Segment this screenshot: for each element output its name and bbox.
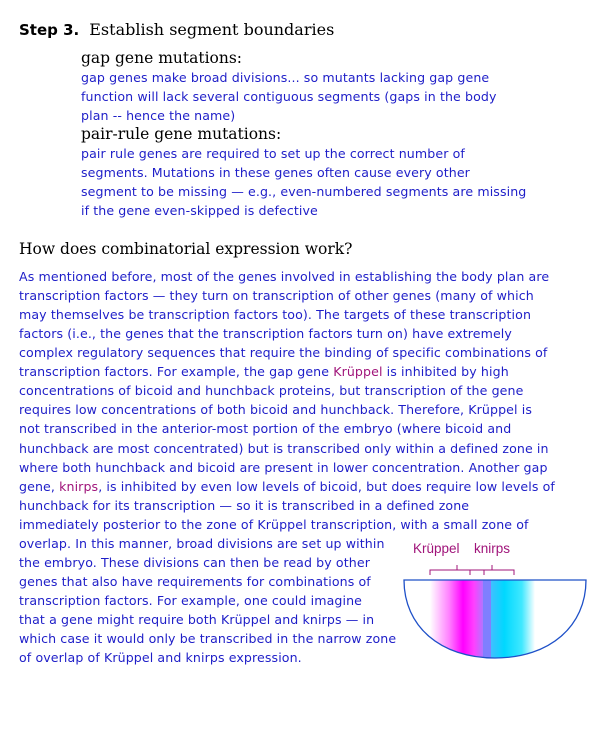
- gap-gene-line: function will lack several contiguous segments (gaps in the body: [81, 89, 497, 104]
- knirps-bracket: [470, 565, 514, 575]
- paragraph-line: not transcribed in the anterior-most portion of the embryo (where bicoid and: [19, 421, 512, 437]
- overlap-zone: [483, 580, 491, 660]
- step-heading: [19, 20, 334, 40]
- paragraph-line: requires low concentrations of both bicoid and hunchback. Therefore, Krüppel is: [19, 402, 532, 418]
- paragraph-line: which case it would only be transcribed in the narrow zone: [19, 631, 397, 646]
- kruppel-expression-zone: [430, 580, 485, 660]
- paragraph-line: transcription factors. For example, one could imagine: [19, 592, 363, 608]
- knirps-label: knirps: [474, 541, 511, 556]
- paragraph-line: [19, 364, 509, 379]
- paragraph-line: where both hunchback and bicoid are present in lower concentration. Another gap: [19, 459, 548, 475]
- pair-rule-heading: pair-rule gene mutations:: [81, 125, 282, 143]
- paragraph-line: factors (i.e., the genes that the transcription factors turn on) have extremely: [19, 326, 512, 342]
- paragraph-line: that a gene might require both Krüppel and knirps — in: [19, 611, 375, 627]
- paragraph-line: concentrations of bicoid and hunchback proteins, but transcription of the gene: [19, 383, 524, 399]
- gap-gene-line: gap genes make broad divisions... so mutants lacking gap gene: [81, 70, 490, 85]
- paragraph-line: of overlap of Krüppel and knirps expression.: [19, 650, 302, 665]
- embryo-figure: [400, 541, 590, 661]
- step-title: Establish segment boundaries: [89, 20, 335, 39]
- paragraph-line: hunchback are most concentrated) but is transcribed only within a defined zone in: [19, 440, 549, 456]
- paragraph-line: may themselves be transcription factors too). The targets of these transcription: [19, 307, 532, 323]
- paragraph-line: genes that also have requirements for combinations of: [19, 573, 371, 589]
- section-heading: How does combinatorial expression work?: [19, 240, 353, 258]
- paragraph-line: overlap. In this manner, broad divisions are set up within: [19, 535, 385, 551]
- pair-rule-line: segments. Mutations in these genes often cause every other: [81, 165, 470, 180]
- gap-gene-heading: gap gene mutations:: [81, 49, 243, 67]
- embryo-diagram: [400, 541, 590, 661]
- paragraph-line: the embryo. These divisions can then be read by other: [19, 554, 370, 570]
- line-text: transcription factors. For example, the gap gene: [19, 364, 334, 380]
- paragraph-line: transcription factors — they turn on transcription of other genes (many of which: [19, 288, 534, 304]
- gene-name-highlight: knirps: [59, 478, 99, 494]
- pair-rule-line: pair rule genes are required to set up the correct number of: [81, 146, 465, 161]
- paragraph-line: [19, 479, 555, 494]
- line-text: gene,: [19, 478, 60, 494]
- gene-name-highlight: Krüppel: [333, 364, 383, 380]
- knirps-expression-zone: [491, 580, 535, 660]
- pair-rule-line: segment to be missing — e.g., even-numbered segments are missing: [81, 184, 527, 199]
- gap-gene-line: plan -- hence the name): [81, 108, 236, 123]
- line-text: , is inhibited by even low levels of bicoid, but does require low levels of: [98, 478, 555, 494]
- step-label: Step 3.: [19, 21, 80, 39]
- paragraph-line: hunchback for its transcription — so it is transcribed in a defined zone: [19, 497, 470, 513]
- line-text: is inhibited by high: [382, 364, 509, 380]
- pair-rule-line: if the gene even-skipped is defective: [81, 203, 318, 218]
- paragraph-line: As mentioned before, most of the genes involved in establishing the body plan are: [19, 269, 550, 284]
- paragraph-line: immediately posterior to the zone of Krüppel transcription, with a small zone of: [19, 516, 529, 532]
- paragraph-line: complex regulatory sequences that require the binding of specific combinations of: [19, 345, 548, 361]
- kruppel-label: Krüppel: [413, 541, 460, 556]
